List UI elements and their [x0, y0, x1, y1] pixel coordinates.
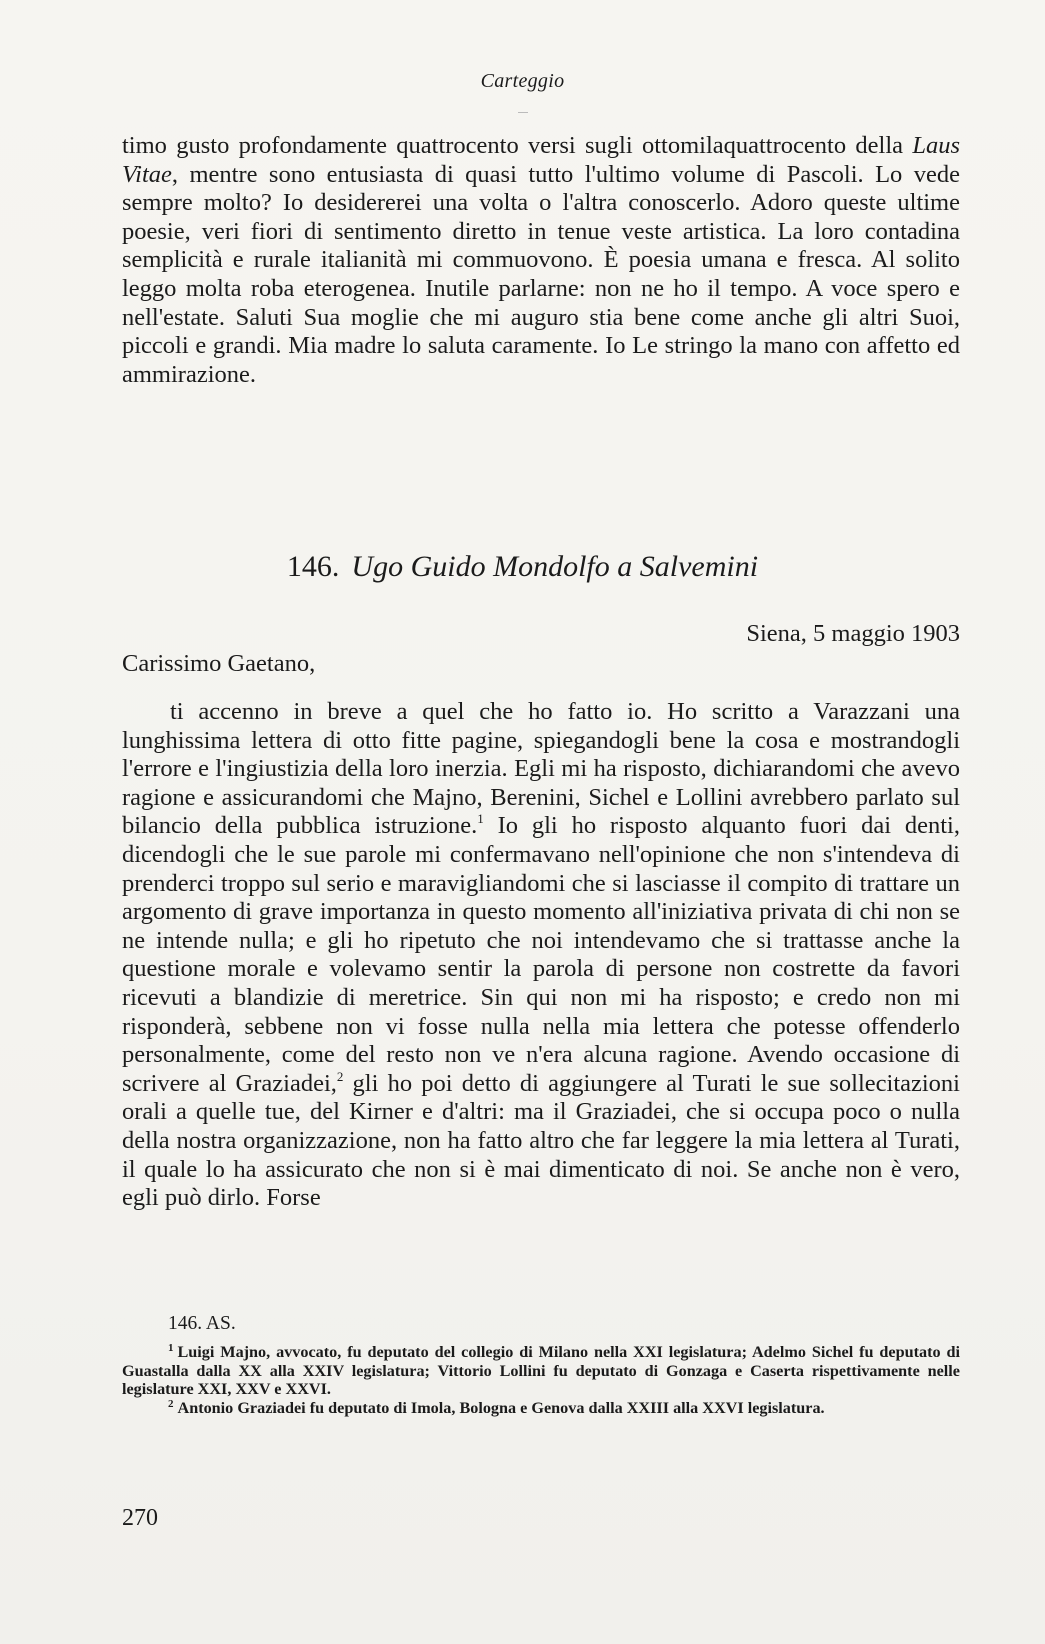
page-number: 270	[122, 1505, 158, 1531]
continued-paragraph	[122, 132, 960, 389]
letter-body-paragraph	[122, 698, 960, 1213]
footnote-2-text: Antonio Graziadei fu deputato di Imola, Bologna e Genova dalla XXIII alla XXVI legislatura.	[177, 1398, 825, 1417]
salutation: Carissimo Gaetano,	[122, 650, 316, 677]
running-head: Carteggio	[480, 70, 565, 92]
footnote-2-mark: 2	[168, 1397, 174, 1410]
footnote-ref-2[interactable]: 2	[336, 1068, 344, 1084]
letter-body-part-b: Io gli ho risposto alquanto fuori dai denti, dicendogli che le sue parole mi confermavano nell'opinione che non s'intendeva di prenderci troppo sul serio e maravigliandomi che si lasciasse il compito di trattare un argomento di grave importanza in questo momento all'iniziativa privata di chi non se ne intende nulla; e gli ho ripetuto che noi intendevamo che si trattasse anche la questione morale e volevamo sentir la parola di persone non costrette da favori ricevuti a blandizie di meretrice. Sin qui non mi ha risposto; e credo non mi risponderà, sebbene non vi fosse nulla nella mia lettera che potesse offenderlo personalmente, come del resto non ve n'era alcuna ragione. Avendo occasione di scrivere al Graziadei,	[122, 812, 960, 1097]
footnote-ref-1[interactable]: 1	[477, 811, 484, 827]
footnote-1-mark: 1	[168, 1342, 174, 1354]
letter-body-part-a: ti accenno in breve a quel che ho fatto io. Ho scritto a Varazzani una lunghissima lettera di otto fitte pagine, spiegandogli bene la cosa e mostrandogli l'errore e l'ingiustizia della loro inerzia. Egli mi ha risposto, dichiarandomi che avevo ragione e assicurandomi che Majno, Berenini, Sichel e Lollini avrebbero parlato sul bilancio della pubblica istruzione.	[122, 698, 960, 840]
letter-heading	[0, 550, 1045, 584]
paragraph-text-a: timo gusto profondamente quattrocento versi sugli ottomilaquattrocento della	[122, 132, 913, 159]
ornament-mark	[518, 112, 528, 113]
footnotes	[122, 1343, 960, 1417]
footnote-1	[122, 1343, 960, 1399]
letter-number: 146.	[286, 550, 340, 583]
paragraph-text	[122, 132, 960, 389]
footnote-source: 146. AS.	[168, 1313, 236, 1334]
letter-body	[122, 698, 960, 1213]
laus-vitae-title: Laus Vitae	[122, 132, 960, 188]
footnote-2	[122, 1399, 960, 1418]
letter-title: Ugo Guido Mondolfo a Salvemini	[351, 550, 759, 583]
letter-body-part-c: gli ho poi detto di aggiungere al Turati le sue sollecitazioni orali a quelle tue, del Kirner e d'altri: ma il Graziadei, che si occupa poco o nulla della nostra organizzazione, non ha fatto altro che far leggere la mia lettera al Turati, il quale lo ha assicurato che non si è mai dimenticato di noi. Se anche non è vero, egli può dirlo. Forse	[122, 1069, 960, 1212]
dateline: Siena, 5 maggio 1903	[746, 620, 960, 647]
footnote-1-text: Luigi Majno, avvocato, fu deputato del collegio di Milano nella XXI legislatura; Adelmo Sichel fu deputato di Guastalla dalla XX alla XXIV legislatura; Vittorio Lollini fu deputato di Gonzaga e Caserta rispettivamente nelle legislature XXI, XXV e XXVI.	[122, 1343, 960, 1399]
paragraph-text-b: , mentre sono entusiasta di quasi tutto l'ultimo volume di Pascoli. Lo vede sempre molto? Io desidererei una volta o l'altra conoscerlo. Adoro queste ultime poesie, veri fiori di sentimento diretto in tenue veste artistica. La loro contadina semplicità e rurale italianità mi commuovono. È poesia umana e fresca. Al solito leggo molta roba eterogenea. Inutile parlarne: non ne ho il tempo. A voce spero e nell'estate. Saluti Sua moglie che mi auguro stia bene come anche gli altri Suoi, piccoli e grandi. Mia madre lo saluta caramente. Io Le stringo la mano con affetto ed ammirazione.	[122, 160, 960, 388]
